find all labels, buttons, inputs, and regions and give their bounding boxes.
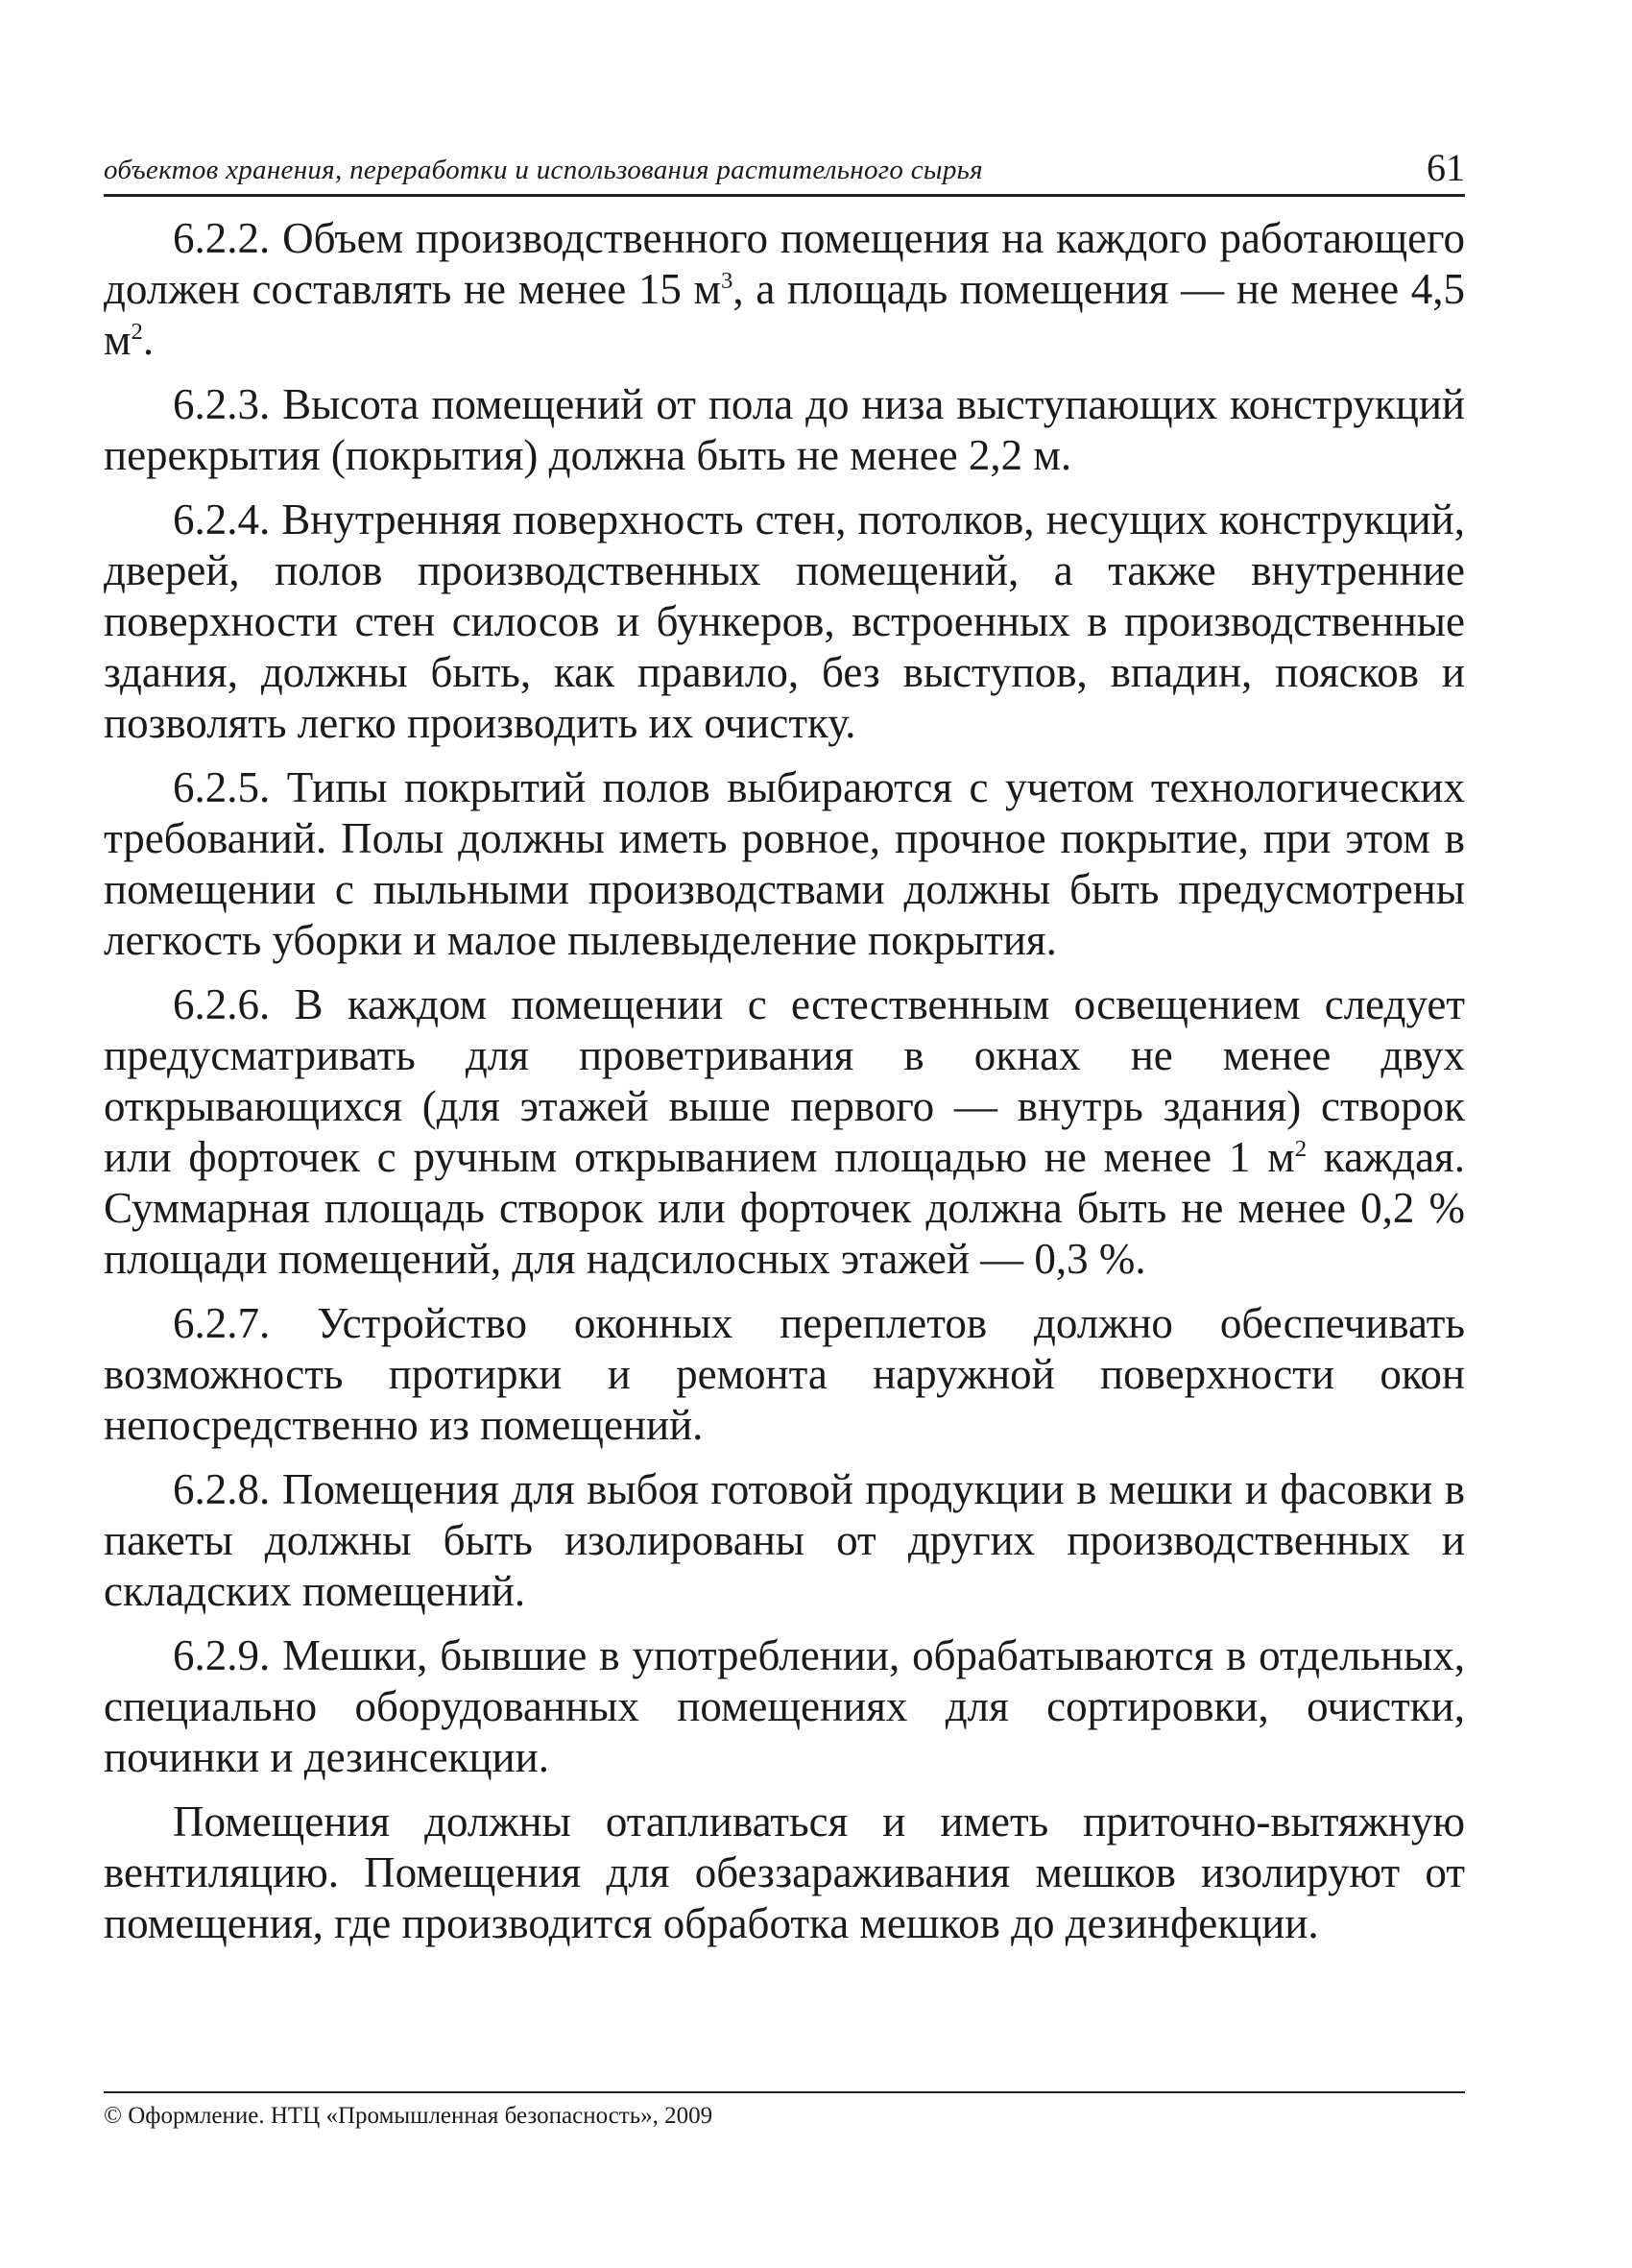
superscript: 2 [131, 319, 143, 345]
paragraph-6-2-8: 6.2.8. Помещения для выбоя готовой продукции в мешки и фасовки в пакеты должны быть изолированы от других производственных и складских помещений. [104, 1465, 1465, 1615]
running-title: объектов хранения, переработки и использования растительного сырья [104, 155, 983, 185]
paragraph-text: 6.2.2. Объем производственного помещения на каждого работающего должен составлять не менее 15 м [104, 214, 1465, 313]
page-number: 61 [1427, 146, 1465, 189]
paragraph-text: 6.2.6. В каждом помещении с естественным освещением следует предусматривать для проветривания в окнах не менее двух открывающихся (для этажей выше первого — внутрь здания) створок или форточек с ручным открыванием площадью не менее 1 м [104, 980, 1465, 1181]
superscript: 2 [1294, 1136, 1308, 1162]
paragraph-6-2-5: 6.2.5. Типы покрытий полов выбираются с учетом технологических требований. Полы должны иметь ровное, прочное покрытие, при этом в помещении с пыльными производствами должны быть предусмотрены легкость уборки и малое пылевыделение покрытия. [104, 763, 1465, 964]
paragraph-6-2-7: 6.2.7. Устройство оконных переплетов должно обеспечивать возможность протирки и ремонта наружной поверхности окон непосредственно из помещений. [104, 1299, 1465, 1449]
paragraph-6-2-2 [104, 213, 1465, 366]
paragraph-text: каждая. Суммарная площадь створок или форточек должна быть не менее 0,2 % площади помещений, для надсилосных этажей — 0,3 %. [104, 1133, 1465, 1283]
paragraph-6-2-4: 6.2.4. Внутренняя поверхность стен, потолков, несущих конструкций, дверей, полов производственных помещений, а также внутренние поверхности стен силосов и бункеров, встроенных в производственные здания, должны быть, как правило, без выступов, впадин, поясков и позволять легко производить их очистку. [104, 495, 1465, 747]
paragraph-text: . [142, 316, 155, 364]
paragraph-6-2-3: 6.2.3. Высота помещений от пола до низа выступающих конструкций перекрытия (покрытия) должна быть не менее 2,2 м. [104, 380, 1465, 479]
paragraph-6-2-9: 6.2.9. Мешки, бывшие в употреблении, обрабатываются в отдельных, специально оборудованных помещениях для сортировки, очистки, починки и дезинсекции. [104, 1631, 1465, 1781]
running-header [104, 142, 1465, 197]
paragraph-6-2-6 [104, 979, 1465, 1285]
superscript: 3 [721, 268, 733, 294]
footer-divider [104, 2091, 1465, 2093]
paragraph-ventilation: Помещения должны отапливаться и иметь приточно-вытяжную вентиляцию. Помещения для обеззараживания мешков изолируют от помещения, где производится обработка мешков до дезинфекции. [104, 1798, 1465, 1947]
paragraph-text: , а площадь помещения — не менее 4,5 м [104, 265, 1465, 364]
body-text [104, 213, 1465, 1963]
footer-copyright: © Оформление. НТЦ «Промышленная безопасность», 2009 [104, 2103, 713, 2129]
